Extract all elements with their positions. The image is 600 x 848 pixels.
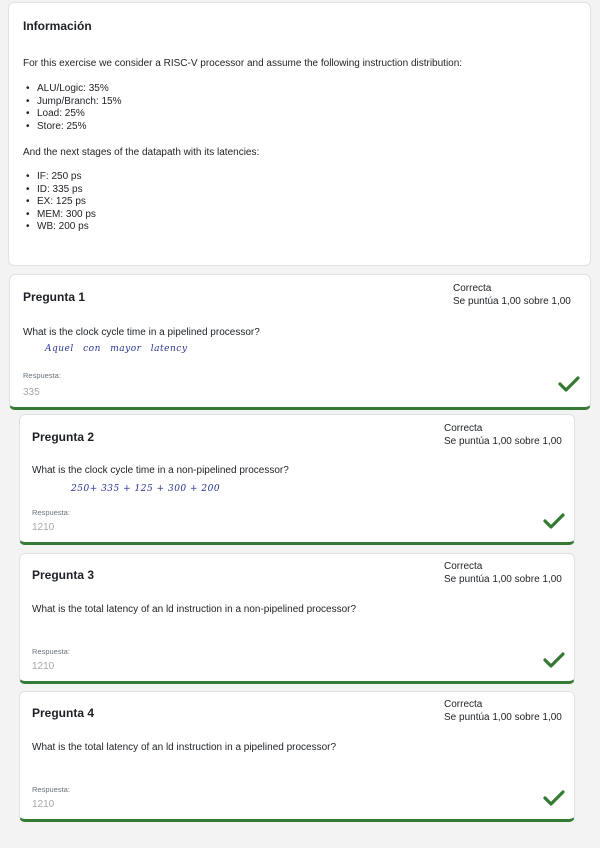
list-item: • Jump/Branch: 15% [23, 96, 122, 109]
grade-text: Se puntúa 1,00 sobre 1,00 [444, 712, 562, 723]
info-card [8, 2, 591, 266]
check-icon [543, 651, 565, 669]
grade-text: Se puntúa 1,00 sobre 1,00 [444, 436, 562, 447]
answer-field[interactable]: 1210 [32, 522, 55, 533]
question-title: Pregunta 3 [32, 568, 95, 582]
stages-intro: And the next stages of the datapath with its latencies: [23, 147, 260, 158]
list-item: • ALU/Logic: 35% [23, 83, 122, 96]
question-card-4 [19, 691, 575, 822]
handwritten-note: Aquel con mayor latency [45, 344, 188, 354]
info-title: Información [23, 19, 92, 33]
question-text: What is the clock cycle time in a non-pipelined processor? [32, 465, 289, 476]
list-item: • WB: 200 ps [23, 221, 96, 234]
list-item: • EX: 125 ps [23, 196, 96, 209]
answer-label: Respuesta: [32, 508, 70, 517]
answer-field[interactable]: 1210 [32, 661, 55, 672]
question-card-2 [19, 414, 575, 545]
question-card-3 [19, 553, 575, 684]
check-icon [543, 789, 565, 807]
list-item: • ID: 335 ps [23, 184, 96, 197]
grade-text: Se puntúa 1,00 sobre 1,00 [444, 574, 562, 585]
question-text: What is the total latency of an ld instruction in a non-pipelined processor? [32, 604, 357, 615]
list-item: • Store: 25% [23, 121, 122, 134]
list-item: • IF: 250 ps [23, 171, 96, 184]
handwritten-note: 250+ 335 + 125 + 300 + 200 [71, 484, 221, 494]
question-card-1 [9, 274, 591, 410]
question-title: Pregunta 1 [23, 290, 86, 304]
instruction-distribution-list [23, 83, 122, 133]
question-text: What is the clock cycle time in a pipelined processor? [23, 327, 260, 338]
list-item: • Load: 25% [23, 108, 122, 121]
status-text: Correcta [444, 699, 483, 710]
answer-field[interactable]: 335 [23, 387, 40, 398]
question-text: What is the total latency of an ld instruction in a pipelined processor? [32, 742, 337, 753]
list-item: • MEM: 300 ps [23, 209, 96, 222]
answer-field[interactable]: 1210 [32, 799, 55, 810]
question-status [444, 560, 562, 586]
question-status [453, 282, 571, 308]
status-text: Correcta [444, 423, 483, 434]
stage-latency-list [23, 171, 96, 234]
answer-label: Respuesta: [32, 647, 70, 656]
answer-label: Respuesta: [23, 371, 61, 380]
answer-label: Respuesta: [32, 785, 70, 794]
status-text: Correcta [444, 561, 483, 572]
check-icon [558, 375, 580, 393]
question-status [444, 422, 562, 448]
info-intro: For this exercise we consider a RISC-V processor and assume the following instruction distribution: [23, 58, 463, 69]
question-title: Pregunta 2 [32, 430, 95, 444]
grade-text: Se puntúa 1,00 sobre 1,00 [453, 296, 571, 307]
status-text: Correcta [453, 283, 492, 294]
question-title: Pregunta 4 [32, 706, 95, 720]
check-icon [543, 512, 565, 530]
question-status [444, 698, 562, 724]
